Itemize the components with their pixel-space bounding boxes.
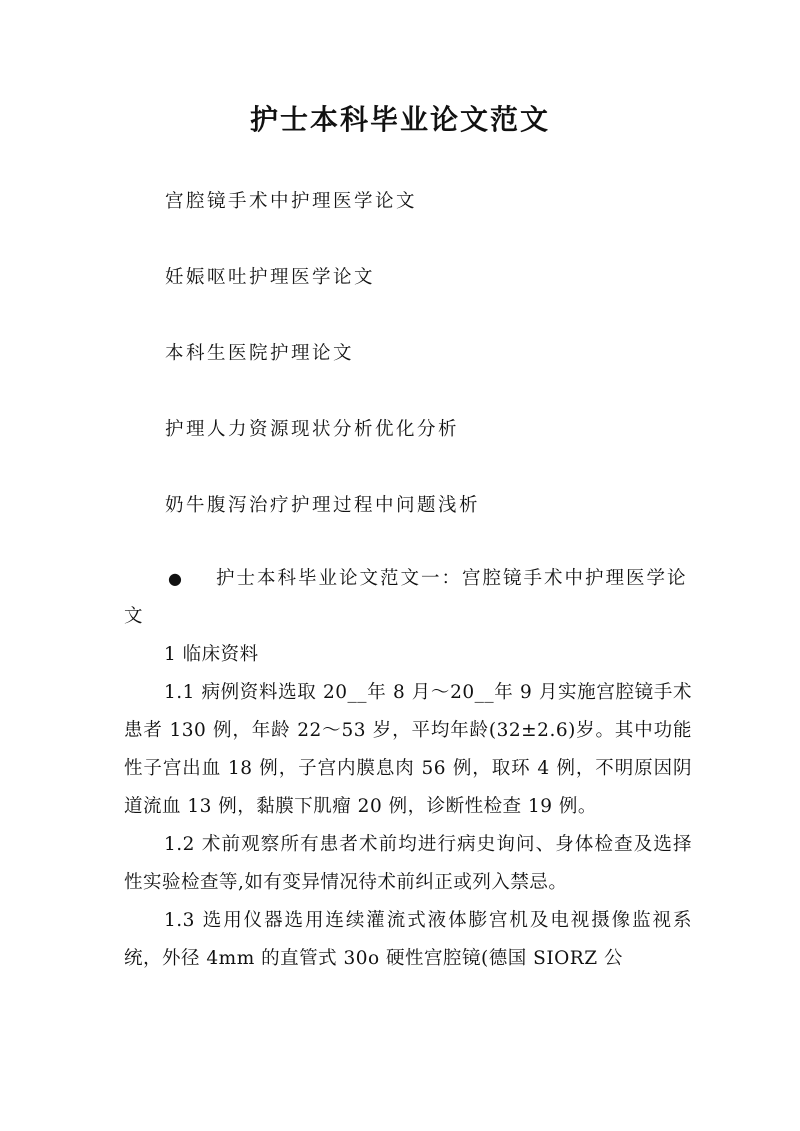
document-body: [124, 560, 692, 978]
toc-item: 奶牛腹泻治疗护理过程中问题浅析: [165, 495, 481, 516]
section-heading-text: 护士本科毕业论文范文一：宫腔镜手术中护理医学论文: [124, 568, 688, 627]
bullet-icon: ●: [168, 569, 184, 588]
paragraph-case-data: 1.1 病例资料选取 20__年 8 月～20__年 9 月实施宫腔镜手术患者 130 例，年龄 22～53 岁，平均年龄(32±2.6)岁。其中功能性子宫出血 18 例，子宫内膜息肉 56 例，取环 4 例，不明原因阴道流血 13 例，黏膜下肌瘤 20 例，诊断性检查 19 例。: [124, 682, 692, 817]
toc-item: 护理人力资源现状分析优化分析: [165, 419, 460, 440]
table-of-contents: [165, 186, 725, 566]
toc-item: 妊娠呕吐护理医学论文: [165, 267, 376, 288]
paragraph-preoperative: 1.2 术前观察所有患者术前均进行病史询问、身体检查及选择性实验检查等,如有变异情况待术前纠正或列入禁忌。: [124, 834, 692, 893]
document-title: 护士本科毕业论文范文: [249, 103, 550, 136]
paragraph-clinical-data: 1 临床资料: [164, 644, 259, 665]
toc-item: 宫腔镜手术中护理医学论文: [165, 191, 418, 212]
paragraph-instruments: 1.3 选用仪器选用连续灌流式液体膨宫机及电视摄像监视系统，外径 4mm 的直管式 30o 硬性宫腔镜(德国 SIORZ 公: [124, 910, 692, 969]
section-heading: [124, 560, 692, 636]
toc-item: 本科生医院护理论文: [165, 343, 355, 364]
